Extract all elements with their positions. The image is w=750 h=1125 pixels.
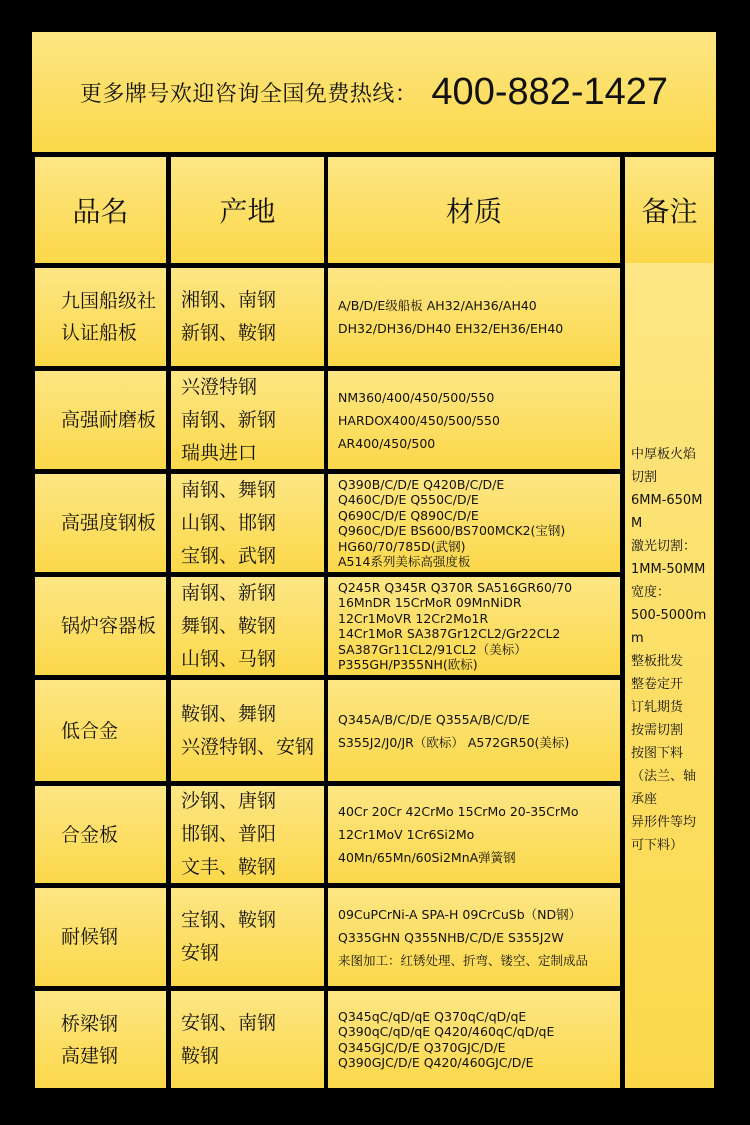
row-5-origin-cell bbox=[171, 680, 324, 781]
row-6-name-cell bbox=[35, 786, 166, 883]
name-line: 九国船级社 bbox=[61, 290, 157, 312]
material-line: Q345qC/qD/qE Q370qC/qD/qE bbox=[338, 1008, 527, 1024]
notes-line: 切割 bbox=[631, 470, 658, 485]
name-line: 桥梁钢 bbox=[61, 1012, 119, 1035]
notes-cell bbox=[625, 263, 714, 1088]
material-line: HARDOX400/450/500/550 bbox=[338, 412, 500, 428]
row-6-material-cell bbox=[328, 786, 620, 883]
name-line: 认证船板 bbox=[61, 322, 138, 344]
origin-line: 邯钢、普阳 bbox=[181, 823, 277, 845]
row-2-material-cell bbox=[328, 371, 620, 469]
material-line: S355J2/J0/JR（欧标） A572GR50(美标) bbox=[338, 734, 570, 750]
hotline-phone[interactable]: 400-882-1427 bbox=[431, 70, 669, 113]
price-table bbox=[32, 32, 716, 1088]
material-line: Q245R Q345R Q370R SA516GR60/70 bbox=[338, 579, 573, 595]
notes-line: （法兰、轴 bbox=[631, 769, 697, 784]
hotline-banner bbox=[32, 32, 716, 152]
material-line: Q690C/D/E Q890C/D/E bbox=[338, 507, 479, 523]
origin-line: 文丰、鞍钢 bbox=[181, 856, 277, 878]
row-4-origin-cell bbox=[171, 577, 324, 675]
material-line: 16MnDR 15CrMoR 09MnNiDR bbox=[338, 595, 522, 610]
notes-line: 整卷定开 bbox=[631, 677, 684, 692]
notes-line: 500-5000m bbox=[631, 608, 707, 623]
row-8-material-cell bbox=[328, 991, 620, 1088]
material-line: Q345A/B/C/D/E Q355A/B/C/D/E bbox=[338, 711, 530, 727]
name-line: 锅炉容器板 bbox=[61, 615, 157, 637]
row-4-material-cell bbox=[328, 577, 620, 675]
material-line: P355GH/P355NH(欧标) bbox=[338, 657, 478, 672]
material-line: Q335GHN Q355NHB/C/D/E S355J2W bbox=[338, 929, 564, 945]
material-line: Q460C/D/E Q550C/D/E bbox=[338, 492, 479, 507]
material-line: Q390GJC/D/E Q420/460GJC/D/E bbox=[338, 1055, 534, 1070]
row-8-origin-cell bbox=[171, 991, 324, 1088]
column-header-notes: 备注 bbox=[625, 157, 714, 263]
material-line: 09CuPCrNi-A SPA-H 09CrCuSb（ND钢） bbox=[338, 906, 582, 922]
material-line: 40Cr 20Cr 42CrMo 15CrMo 20-35CrMo bbox=[338, 804, 579, 819]
material-line: A/B/D/E级船板 AH32/AH36/AH40 bbox=[338, 298, 537, 313]
row-4-name-cell bbox=[35, 577, 166, 675]
origin-line: 安钢、南钢 bbox=[181, 1011, 277, 1034]
row-6-origin-cell bbox=[171, 786, 324, 883]
material-line: 40Mn/65Mn/60Si2MnA弹簧钢 bbox=[338, 850, 516, 865]
origin-line: 新钢、鞍钢 bbox=[181, 322, 277, 344]
row-1-name-cell bbox=[35, 268, 166, 366]
material-line: 12Cr1MoV 1Cr6Si2Mo bbox=[338, 827, 475, 842]
notes-line: 1MM-50MM bbox=[631, 562, 706, 577]
name-line: 低合金 bbox=[61, 719, 119, 742]
row-3-name-cell bbox=[35, 474, 166, 572]
material-line: NM360/400/450/500/550 bbox=[338, 389, 495, 405]
notes-line: 按图下料 bbox=[631, 746, 684, 761]
notes-line: 中厚板火焰 bbox=[631, 447, 697, 462]
material-line: 14Cr1MoR SA387Gr12CL2/Gr22CL2 bbox=[338, 626, 561, 641]
origin-line: 安钢 bbox=[181, 942, 220, 964]
material-line: SA387Gr11CL2/91CL2（美标） bbox=[338, 641, 527, 657]
row-1-origin-cell bbox=[171, 268, 324, 366]
notes-line: m bbox=[631, 631, 644, 646]
row-3-origin-cell bbox=[171, 474, 324, 572]
origin-line: 山钢、马钢 bbox=[181, 647, 277, 670]
notes-line: 异形件等均 bbox=[631, 815, 697, 830]
material-line: Q960C/D/E BS600/BS700MCK2(宝钢) bbox=[338, 523, 566, 538]
origin-line: 鞍钢 bbox=[181, 1044, 220, 1067]
origin-line: 瑞典进口 bbox=[181, 441, 258, 464]
row-2-origin-cell bbox=[171, 371, 324, 469]
row-5-name-cell bbox=[35, 680, 166, 781]
row-1-material-cell bbox=[328, 268, 620, 366]
notes-line: 订轧期货 bbox=[631, 700, 684, 715]
material-line: AR400/450/500 bbox=[338, 435, 436, 451]
origin-line: 南钢、新钢 bbox=[181, 581, 277, 604]
column-header-material: 材质 bbox=[328, 157, 620, 263]
origin-line: 南钢、舞钢 bbox=[181, 478, 277, 501]
column-header-name: 品名 bbox=[35, 157, 166, 263]
notes-line: 承座 bbox=[631, 792, 658, 807]
row-2-name-cell bbox=[35, 371, 166, 469]
notes-line: 激光切割： bbox=[631, 539, 697, 554]
origin-line: 兴澄特钢 bbox=[181, 375, 258, 398]
material-line: 来图加工：红锈处理、折弯、镂空、定制成品 bbox=[338, 952, 589, 968]
name-line: 高建钢 bbox=[61, 1044, 119, 1067]
row-7-name-cell bbox=[35, 888, 166, 986]
material-line: 12Cr1MoVR 12Cr2Mo1R bbox=[338, 610, 489, 626]
notes-line: 整板批发 bbox=[631, 654, 684, 669]
material-line: DH32/DH36/DH40 EH32/EH36/EH40 bbox=[338, 321, 564, 336]
origin-line: 鞍钢、舞钢 bbox=[181, 702, 277, 725]
row-8-name-cell bbox=[35, 991, 166, 1088]
origin-line: 宝钢、武钢 bbox=[181, 544, 277, 567]
row-5-material-cell bbox=[328, 680, 620, 781]
material-line: Q390B/C/D/E Q420B/C/D/E bbox=[338, 476, 505, 492]
material-line: HG60/70/785D(武钢) bbox=[338, 538, 466, 554]
row-7-origin-cell bbox=[171, 888, 324, 986]
name-line: 合金板 bbox=[61, 823, 119, 846]
hotline-label: 更多牌号欢迎咨询全国免费热线： bbox=[79, 81, 418, 107]
material-line: Q345GJC/D/E Q370GJC/D/E bbox=[338, 1039, 506, 1055]
origin-line: 南钢、新钢 bbox=[181, 408, 277, 431]
notes-line: M bbox=[631, 516, 643, 531]
name-line: 高强度钢板 bbox=[61, 512, 157, 534]
name-line: 耐候钢 bbox=[61, 926, 119, 948]
origin-line: 舞钢、鞍钢 bbox=[181, 614, 277, 637]
notes-line: 宽度： bbox=[631, 585, 671, 600]
origin-line: 兴澄特钢、安钢 bbox=[181, 735, 315, 758]
name-line: 高强耐磨板 bbox=[61, 409, 157, 431]
notes-line: 6MM-650M bbox=[631, 493, 703, 508]
origin-line: 山钢、邯钢 bbox=[181, 511, 277, 534]
material-line: Q390qC/qD/qE Q420/460qC/qD/qE bbox=[338, 1024, 555, 1039]
row-7-material-cell bbox=[328, 888, 620, 986]
origin-line: 宝钢、鞍钢 bbox=[181, 909, 277, 931]
row-3-material-cell bbox=[328, 474, 620, 572]
origin-line: 沙钢、唐钢 bbox=[181, 790, 277, 812]
notes-line: 可下料） bbox=[631, 838, 684, 853]
notes-line: 按需切割 bbox=[631, 723, 684, 738]
material-line: A514系列美标高强度板 bbox=[338, 554, 471, 569]
column-header-origin: 产地 bbox=[171, 157, 324, 263]
origin-line: 湘钢、南钢 bbox=[181, 289, 277, 311]
